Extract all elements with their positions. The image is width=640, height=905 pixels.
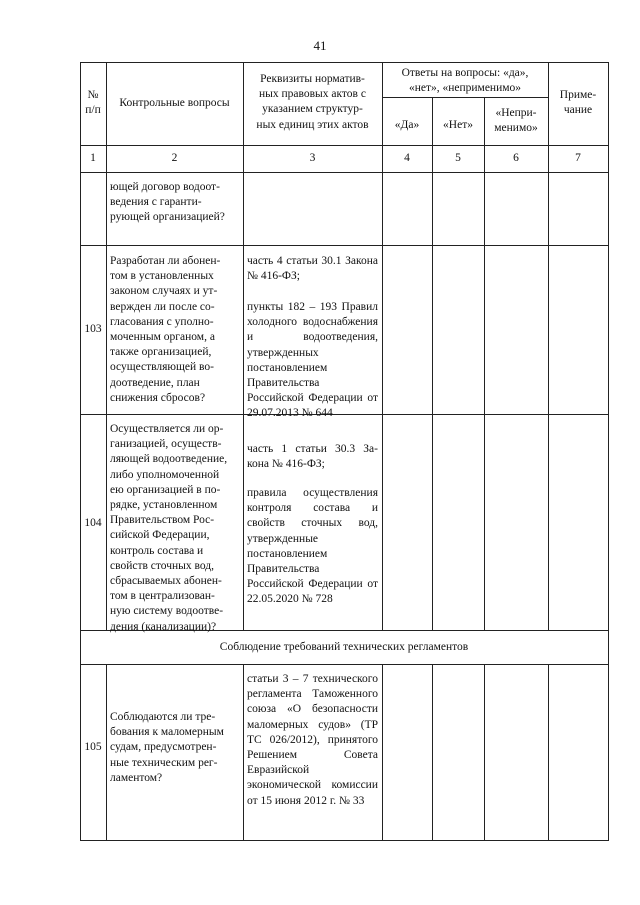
header-acts: Реквизиты норматив- ных правовых актов с указанием структур- ных единиц этих актов bbox=[256, 73, 369, 131]
table-border-right bbox=[608, 62, 609, 841]
row-103-acts-2: пункты 182 – 193 Правил холодного водоснабжения и водоотведения, утвержденных постановлением Правительства Российской Федерации от 29.07.2013 № 644 bbox=[247, 301, 378, 420]
col-number-3: 3 bbox=[309, 152, 316, 164]
row-104-question: Осуществляется ли ор- ганизацией, осуществ- ляющей водоотведение, либо уполномоченной ею организацией в по- рядке, установленном Правительством Рос- сийской Федерации, контроль состава и свойств сточных вод, сбрасываемых абонен- том в централизован- ную систему водоотве- дения (канализации)? bbox=[110, 423, 228, 633]
header-bottom-line bbox=[80, 145, 608, 146]
row-104-acts-1: часть 1 статьи 30.3 За-кона № 416-ФЗ; bbox=[247, 443, 378, 471]
header-num: № п/п bbox=[85, 89, 101, 117]
col-divider-6 bbox=[548, 62, 549, 630]
col-divider-1-lower bbox=[106, 664, 107, 840]
col-divider-3 bbox=[382, 62, 383, 630]
header-yes: «Да» bbox=[394, 119, 420, 131]
col-number-5: 5 bbox=[455, 152, 461, 164]
col-divider-2 bbox=[243, 62, 244, 630]
col-number-6: 6 bbox=[513, 152, 519, 164]
col-number-1: 1 bbox=[90, 152, 96, 164]
col-divider-2-lower bbox=[243, 664, 244, 840]
col-divider-4-lower bbox=[432, 664, 433, 840]
table-border-left bbox=[80, 62, 81, 841]
col-divider-5 bbox=[484, 97, 485, 630]
row-103-question: Разработан ли абонен- том в установленных законом случаях и ут- вержден ли после со- гласования с уполно- моченным органом, а также организацией, осуществляющей во- доотведение, план снижения сбросов? bbox=[110, 255, 221, 404]
table-border-top bbox=[80, 62, 608, 63]
row-104-num: 104 bbox=[84, 517, 102, 529]
header-questions: Контрольные вопросы bbox=[119, 97, 230, 109]
section-title: Соблюдение требований технических регламентов bbox=[219, 641, 469, 653]
page-number: 41 bbox=[313, 38, 327, 53]
col-divider-3-lower bbox=[382, 664, 383, 840]
col-divider-5-lower bbox=[484, 664, 485, 840]
row-105-num: 105 bbox=[84, 741, 102, 753]
row-103-acts-1: часть 4 статьи 30.1 Закона № 416-ФЗ; bbox=[247, 255, 378, 283]
col-divider-4 bbox=[432, 97, 433, 630]
row-continued-question: ющей договор водоот- ведения с гаранти- рующей организацией? bbox=[110, 181, 225, 224]
section-bottom-line bbox=[80, 664, 608, 665]
row-105-acts: статьи 3 – 7 технического регламента Таможенного союза «О безопасности маломерных судов» (ТР ТС 026/2012), принятого Решением Совета Евразийской экономической комиссии от 15 июня 2012 г. № 33 bbox=[247, 673, 378, 807]
table-border-bottom bbox=[80, 840, 608, 841]
row-continued-bottom-line bbox=[80, 245, 608, 246]
header-note: Приме- чание bbox=[559, 89, 597, 117]
header-not-applicable: «Непри- менимо» bbox=[494, 107, 538, 135]
answers-header-divider bbox=[382, 97, 548, 98]
col-number-2: 2 bbox=[171, 152, 178, 164]
col-divider-6-lower bbox=[548, 664, 549, 840]
header-answers: Ответы на вопросы: «да», «нет», «неприменимо» bbox=[401, 67, 529, 95]
col-divider-1 bbox=[106, 62, 107, 630]
col-numbers-bottom-line bbox=[80, 172, 608, 173]
row-103-num: 103 bbox=[84, 323, 102, 335]
col-number-4: 4 bbox=[404, 152, 410, 164]
row-104-acts-2: правила осуществления контроля состава и свойств сточных вод, утвержденные постановлением Правительства Российской Федерации от 22.05.2020 № 728 bbox=[247, 487, 378, 606]
col-number-7: 7 bbox=[575, 152, 581, 164]
row-105-question: Соблюдаются ли тре- бования к маломерным судам, предусмотрен- ные техническим рег- ламентом? bbox=[110, 711, 224, 784]
header-no: «Нет» bbox=[443, 119, 473, 131]
